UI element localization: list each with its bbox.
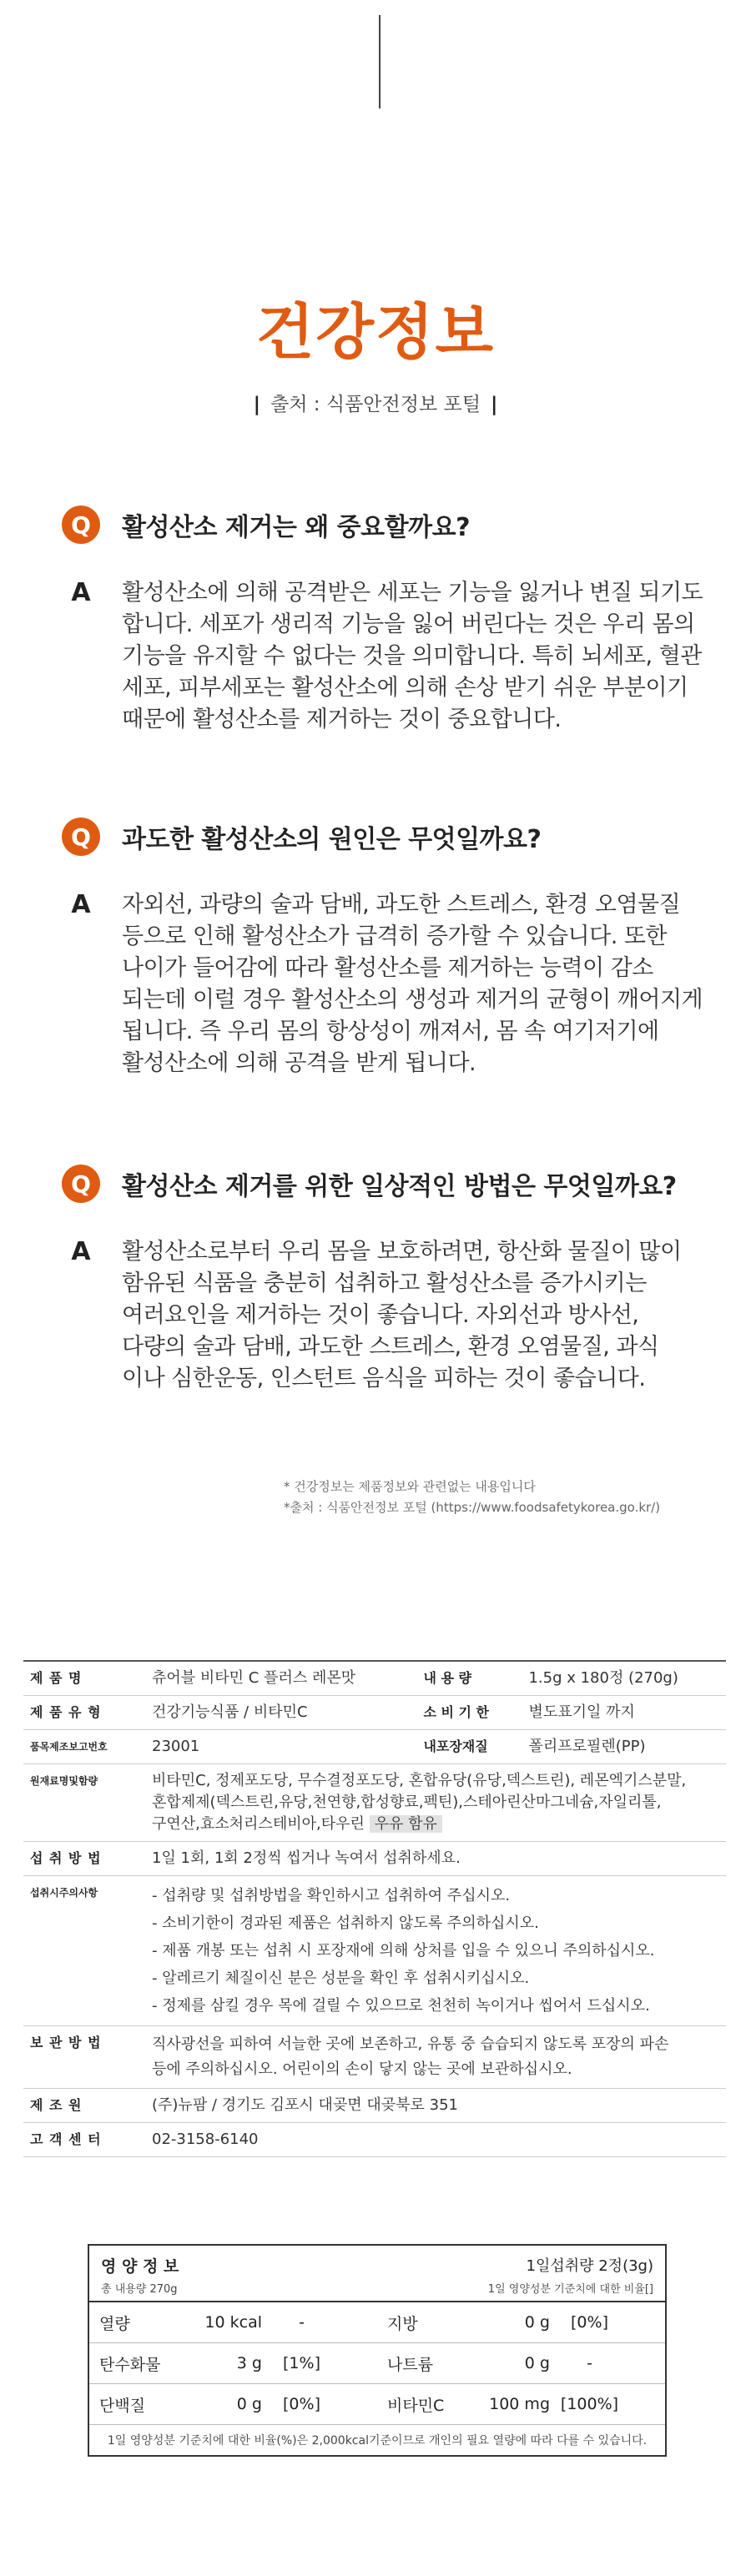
ingredients: 비타민C, 정제포도당, 무수결정포도당, 혼합유당(유당,덱스트린), 레몬엑기스분말, 혼합제제(덱스트린,유당,천연향,합성향료,펙틴),스테아린산마그네슘,자일리톨, 구연산,효소처리스테비아,타우린 우유 함유 [145, 1764, 726, 1842]
nutrition-basis: 1일 영양성분 기준치에 대한 비율[] [487, 2283, 653, 2296]
question-text: 과도한 활성산소의 원인은 무엇일까요? [122, 825, 542, 854]
top-divider-line [379, 15, 381, 108]
nutrition-title: 영 양 정 보 [101, 2257, 179, 2276]
question-text: 활성산소 제거는 왜 중요할까요? [122, 513, 470, 542]
report-number: 23001 [145, 1730, 416, 1764]
table-row: 품목제조보고번호 23001 내포장재질 폴리프로필렌(PP) [23, 1730, 726, 1764]
nutrition-facts-box [88, 2244, 667, 2457]
intake-method: 1일 1회, 1회 2정씩 씹거나 녹여서 섭취하세요. [145, 1842, 726, 1876]
product-volume: 1.5g x 180정 (270g) [522, 1661, 726, 1696]
nutrition-footnote: 1일 영양성분 기준치에 대한 비율(%)은 2,000kcal기준이므로 개인의 필요 열량에 따라 다를 수 있습니다. [107, 2434, 648, 2448]
product-name: 츄어블 비타민 C 플러스 레몬맛 [145, 1661, 416, 1696]
intake-cautions: - 섭취량 및 섭취방법을 확인하시고 섭취하여 주십시오. - 소비기한이 경과된 제품은 섭취하지 않도록 주의하십시오. - 제품 개봉 또는 섭취 시 포장재에 의해 상처를 입을 수 있으니 주의하십시오. - 알레르기 체질이신 분은 성분을 확인 후 섭취시키십시오. - 정제를 삼킬 경우 목에 걸릴 수 있으므로 천천히 녹이거나 씹어서 드십시오. [145, 1876, 726, 2026]
table-row: 섭취시주의사항 - 섭취량 및 섭취방법을 확인하시고 섭취하여 주십시오. - 소비기한이 경과된 제품은 섭취하지 않도록 주의하십시오. - 제품 개봉 또는 섭취 시 포장재에 의해 상처를 입을 수 있으니 주의하십시오. - 알레르기 체질이신 분은 성분을 확인 후 섭취시키십시오. - 정제를 삼킬 경우 목에 걸릴 수 있으므로 천천히 녹이거나 씹어서 드십시오. [23, 1876, 726, 2026]
qa-item [62, 506, 713, 736]
nutrition-total: 총 내용량 270g [101, 2283, 178, 2296]
answer-label: A [71, 1237, 91, 1266]
question-icon: Q [62, 1165, 100, 1203]
table-row: 제 조 원 (주)뉴팜 / 경기도 김포시 대곶면 대곶북로 351 [23, 2089, 726, 2123]
nutrition-serving: 1일섭취량 2정(3g) [526, 2257, 653, 2275]
table-row: 제 품 유 형 건강기능식품 / 비타민C 소 비 기 한 별도표기일 까지 [23, 1696, 726, 1730]
qa-item [62, 1165, 713, 1395]
note-source: *출처 : 식품안전정보 포털 (https://www.foodsafetykorea.go.kr/) [284, 1500, 661, 1515]
nutrient-row: 나트륨 0 g - [377, 2343, 665, 2384]
note-disclaimer: * 건강정보는 제품정보와 관련없는 내용입니다 [284, 1479, 536, 1494]
nutrition-grid [89, 2302, 665, 2425]
nutrient-row: 열량 10 kcal - [89, 2302, 377, 2343]
nutrient-row: 비타민C 100 mg [100%] [377, 2384, 665, 2425]
table-row: 보 관 방 법 직사광선을 피하여 서늘한 곳에 보존하고, 유통 중 습습되지 않도록 포장의 파손 등에 주의하십시오. 어린이의 손이 닿지 않는 곳에 보관하십시오. [23, 2026, 726, 2089]
question-icon: Q [62, 506, 100, 544]
answer-text: 활성산소에 의해 공격받은 세포는 기능을 잃거나 변질 되기도 합니다. 세포가 생리적 기능을 잃어 버린다는 것은 우리 몸의 기능을 유지할 수 없다는 것을 의미합니다. 특히 뇌세포, 혈관 세포, 피부세포는 활성산소에 의해 손상 받기 쉬운 부분이기 때문에 활성산소를 제거하는 것이 중요합니다. [122, 580, 703, 732]
qa-item [62, 818, 713, 1079]
table-row: 제 품 명 츄어블 비타민 C 플러스 레몬맛 내 용 량 1.5g x 180정 (270g) [23, 1661, 726, 1696]
answer-text: 자외선, 과량의 술과 담배, 과도한 스트레스, 환경 오염물질 등으로 인해 활성산소가 급격히 증가할 수 있습니다. 또한 나이가 들어감에 따라 활성산소를 제거하는 능력이 감소 되는데 이럴 경우 활성산소의 생성과 제거의 균형이 깨어지게 됩니다. 즉 우리 몸의 항상성이 깨져서, 몸 속 여기저기에 활성산소에 의해 공격을 받게 됩니다. [122, 892, 703, 1076]
storage-method: 직사광선을 피하여 서늘한 곳에 보존하고, 유통 중 습습되지 않도록 포장의 파손 등에 주의하십시오. 어린이의 손이 닿지 않는 곳에 보관하십시오. [145, 2026, 726, 2089]
source-label: | 출처 : 식품안전정보 포털 | [253, 394, 498, 415]
allergen-badge: 우유 함유 [370, 1815, 442, 1833]
product-info-table [23, 1660, 726, 2157]
answer-label: A [71, 890, 91, 919]
footnotes [284, 1477, 660, 1518]
package-material: 폴리프로필렌(PP) [522, 1730, 726, 1764]
product-expiry: 별도표기일 까지 [522, 1696, 726, 1730]
question-text: 활성산소 제거를 위한 일상적인 방법은 무엇일까요? [122, 1172, 677, 1201]
table-row: 섭 취 방 법 1일 1회, 1회 2정씩 씹거나 녹여서 섭취하세요. [23, 1842, 726, 1876]
product-type: 건강기능식품 / 비타민C [145, 1696, 416, 1730]
page-title: 건강정보 [255, 297, 496, 367]
table-row: 고 객 센 터 02-3158-6140 [23, 2123, 726, 2157]
answer-label: A [71, 578, 91, 607]
manufacturer: (주)뉴팜 / 경기도 김포시 대곶면 대곶북로 351 [145, 2089, 726, 2123]
nutrient-row: 지방 0 g [0%] [377, 2302, 665, 2343]
table-row: 원재료명및함량 비타민C, 정제포도당, 무수결정포도당, 혼합유당(유당,덱스트린), 레몬엑기스분말, 혼합제제(덱스트린,유당,천연향,합성향료,펙틴),스테아린산마그네슘,자일리톨, 구연산,효소처리스테비아,타우린 우유 함유 [23, 1764, 726, 1842]
question-icon: Q [62, 818, 100, 856]
customer-center: 02-3158-6140 [145, 2123, 726, 2157]
nutrient-row: 탄수화물 3 g [1%] [89, 2343, 377, 2384]
answer-text: 활성산소로부터 우리 몸을 보호하려면, 항산화 물질이 많이 함유된 식품을 충분히 섭취하고 활성산소를 증가시키는 여러요인을 제거하는 것이 좋습니다. 자외선과 방사선, 다량의 술과 담배, 과도한 스트레스, 환경 오염물질, 과식 이나 심한운동, 인스턴트 음식을 피하는 것이 좋습니다. [122, 1239, 682, 1391]
nutrient-row: 단백질 0 g [0%] [89, 2384, 377, 2425]
